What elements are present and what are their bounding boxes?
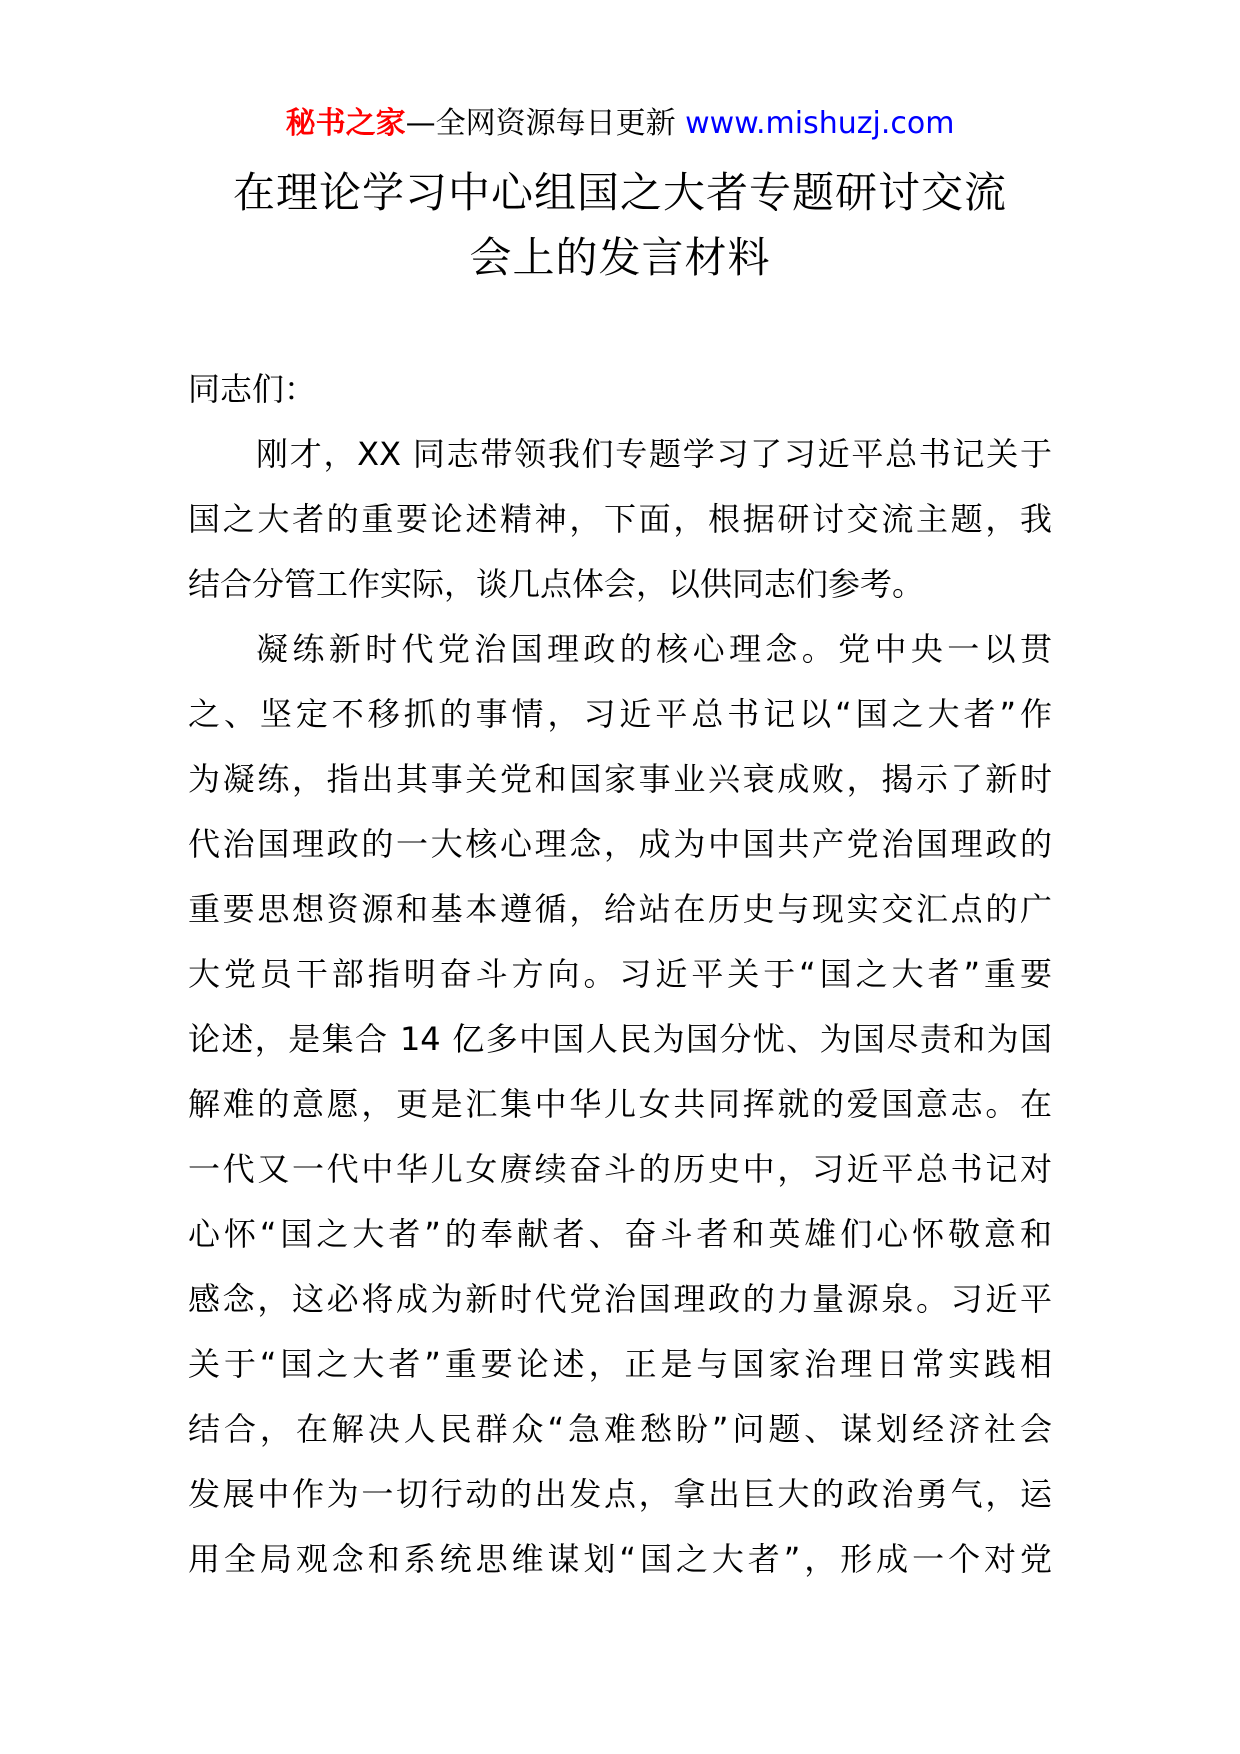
body-line: 重要思想资源和基本遵循，给站在历史与现实交汇点的广 bbox=[188, 890, 1052, 928]
body-line: 解难的意愿，更是汇集中华儿女共同挥就的爱国意志。在 bbox=[188, 1085, 1052, 1123]
body-line: 论述，是集合 14 亿多中国人民为国分忧、为国尽责和为国 bbox=[188, 1020, 1052, 1058]
body-line: 用全局观念和系统思维谋划“国之大者”，形成一个对党 bbox=[188, 1540, 1052, 1578]
title-line: 会上的发言材料 bbox=[469, 233, 771, 282]
body-line: 一代又一代中华儿女赓续奋斗的历史中，习近平总书记对 bbox=[188, 1150, 1052, 1188]
site-url-link[interactable]: www.mishuzj.com bbox=[685, 106, 955, 141]
body-line: 大党员干部指明奋斗方向。习近平关于“国之大者”重要 bbox=[188, 955, 1052, 993]
body-line: 结合分管工作实际，谈几点体会，以供同志们参考。 bbox=[188, 565, 925, 603]
salutation: 同志们： bbox=[188, 370, 317, 408]
document-body bbox=[188, 357, 1052, 1592]
body-line: 代治国理政的一大核心理念，成为中国共产党治国理政的 bbox=[188, 825, 1052, 863]
body-line: 发展中作为一切行动的出发点，拿出巨大的政治勇气，运 bbox=[188, 1475, 1052, 1513]
body-line: 刚才，XX 同志带领我们专题学习了习近平总书记关于 bbox=[256, 435, 1052, 473]
body-line: 凝练新时代党治国理政的核心理念。党中央一以贯 bbox=[256, 630, 1052, 668]
body-line: 感念，这必将成为新时代党治国理政的力量源泉。习近平 bbox=[188, 1280, 1052, 1318]
body-line: 结合，在解决人民群众“急难愁盼”问题、谋划经济社会 bbox=[188, 1410, 1052, 1448]
body-line: 心怀“国之大者”的奉献者、奋斗者和英雄们心怀敬意和 bbox=[188, 1215, 1052, 1253]
body-line: 关于“国之大者”重要论述，正是与国家治理日常实践相 bbox=[188, 1345, 1052, 1383]
site-slogan: —全网资源每日更新 bbox=[405, 106, 676, 141]
site-brand: 秘书之家 bbox=[285, 106, 406, 141]
site-header bbox=[0, 102, 1240, 146]
body-line: 国之大者的重要论述精神，下面，根据研讨交流主题，我 bbox=[188, 500, 1052, 538]
body-line: 为凝练，指出其事关党和国家事业兴衰成败，揭示了新时 bbox=[188, 760, 1052, 798]
body-line: 之、坚定不移抓的事情，习近平总书记以“国之大者”作 bbox=[188, 695, 1052, 733]
title-line: 在理论学习中心组国之大者专题研讨交流 bbox=[232, 168, 1007, 217]
document-title bbox=[150, 160, 1090, 290]
